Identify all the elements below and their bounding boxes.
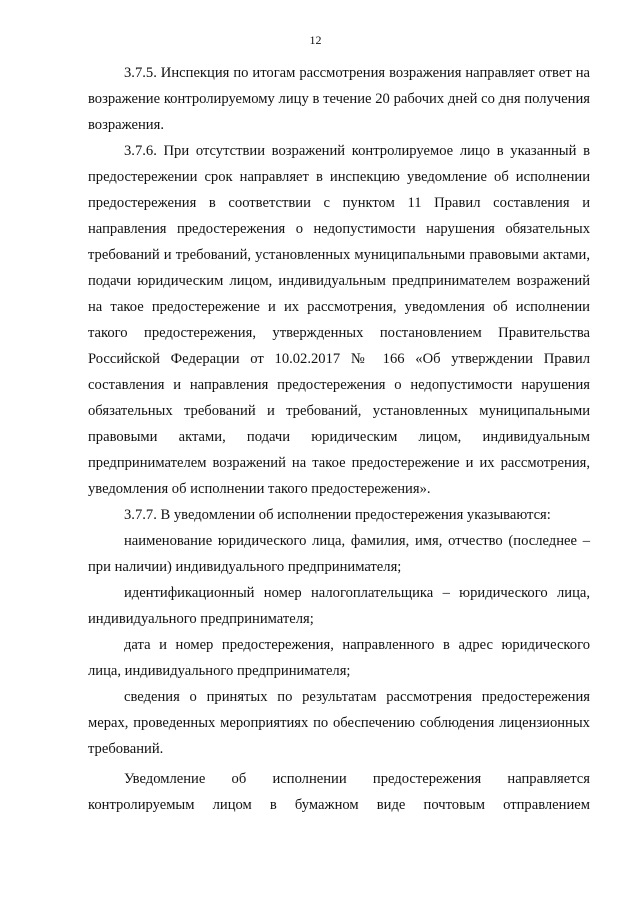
text-line: (последнее – при наличии) индивидуального предпринимателя; [88,533,590,575]
text-line: контролируемым лицом в бумажном виде почтовым отправлением [88,797,590,813]
document-body [88,60,590,818]
text-line: мерах, проведенных мероприятиях по обеспечению соблюдения [88,715,495,731]
text-line: получения возражения. [88,91,590,133]
text-line: 3.7.6. При отсутствии возражений контролируемое лицо в указанный [124,143,577,159]
text-line: об исполнении предостережения в соответствии с пунктом 11 Правил [88,169,591,211]
text-line: дата и номер предостережения, направленного в адрес юридического [124,637,590,653]
page-number: 12 [309,33,322,47]
text-line: лицензионных требований. [88,715,590,757]
text-line: предостережение и их рассмотрения, уведомления об исполнении такого [88,455,591,497]
text-line: наименование юридического лица, фамилия, имя, отчество [124,533,503,549]
text-line: индивидуального предпринимателя; [88,611,314,627]
text-line: Уведомление об исполнении предостережения направляется [124,771,590,787]
text-line: обязательных требований и требований, установленных муниципальными [88,221,590,263]
paragraph-notification [88,766,590,818]
paragraph-3-7-6 [88,138,590,502]
text-line: 3.7.7. В уведомлении об исполнении предостережения указываются: [124,507,551,523]
paragraph-3-7-7 [88,502,590,528]
list-item-inn [88,580,590,632]
text-line: постановлением Правительства Российской Федерации от 10.02.2017 № 166 [88,325,591,367]
text-line: предпринимателем возражений на такое предостережение и их рассмотрения, [88,273,591,315]
text-line: «Об утверждении Правил составления и направления предостережения [88,351,590,393]
text-line: сведения о принятых по результатам рассмотрения предостережения [124,689,590,705]
paragraph-3-7-5 [88,60,590,138]
text-line: установленных муниципальными правовыми актами, подачи юридическим [88,403,590,445]
text-line: лица, индивидуального предпринимателя; [88,663,351,679]
text-line: составления и направления предостережения о недопустимости нарушения [88,195,591,237]
text-line: лицом, индивидуальным предпринимателем возражений на такое [88,429,590,471]
text-line: предостережения». [311,481,431,497]
list-item-name [88,528,590,580]
text-line: правовыми актами, подачи юридическим лицом, индивидуальным [88,247,590,289]
text-line: 3.7.5. Инспекция по итогам рассмотрения возражения направляет ответ [124,65,572,81]
list-item-date-number [88,632,590,684]
text-line: идентификационный номер налогоплательщика – юридического лица, [124,585,590,601]
text-line: в предостережении срок направляет в инспекцию уведомление [88,143,590,185]
text-line: на возражение контролируемому лицу в течение 20 рабочих дней со дня [88,65,591,107]
list-item-measures [88,684,590,762]
text-line: уведомления об исполнении такого предостережения, утвержденных [88,299,590,341]
text-line: о недопустимости нарушения обязательных требований и требований, [88,377,590,419]
